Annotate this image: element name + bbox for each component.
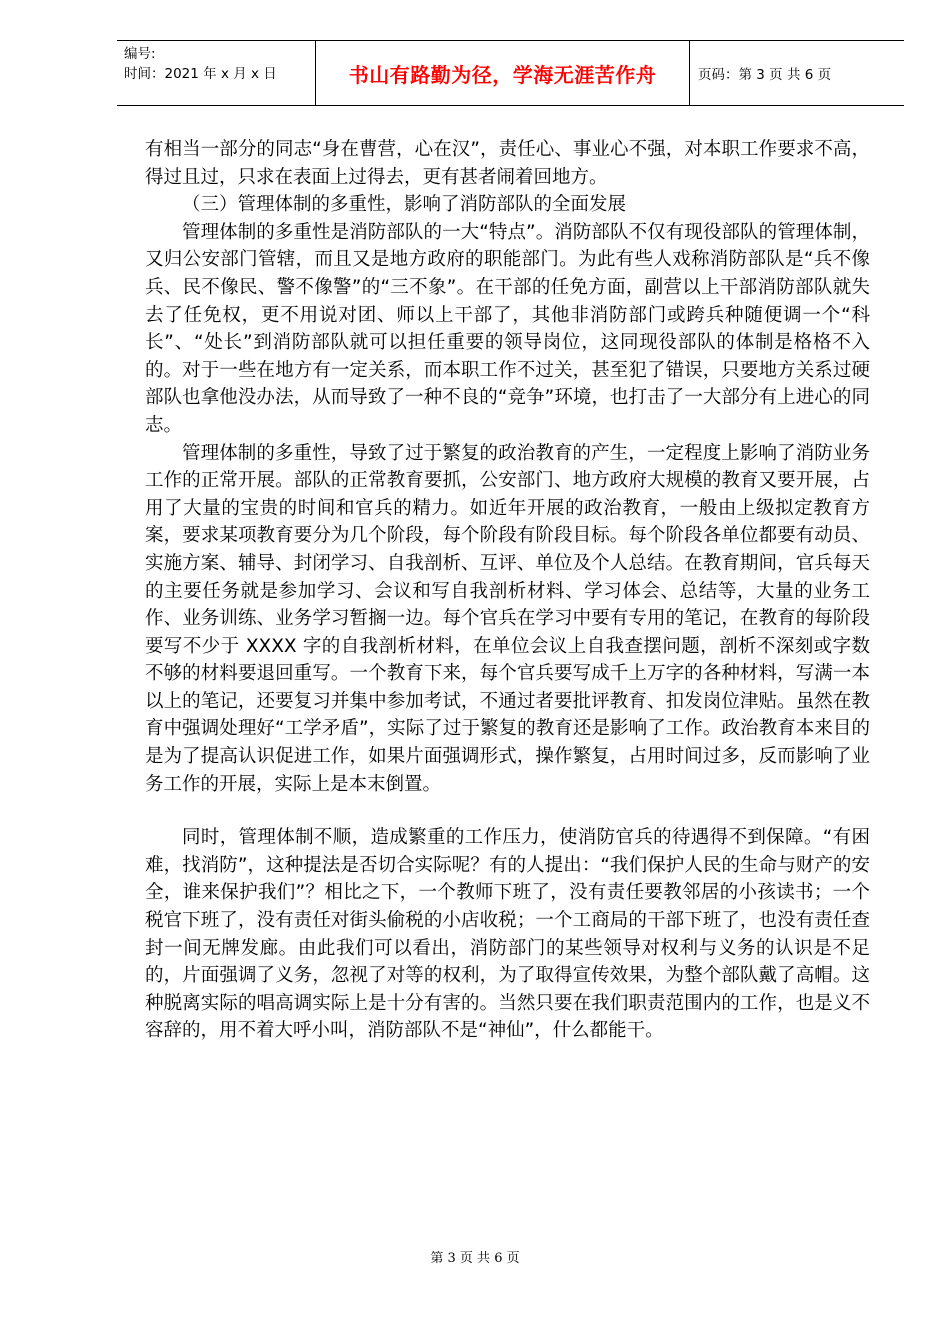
header-page-cell	[690, 41, 904, 105]
body-paragraph: 有相当一部分的同志“身在曹营，心在汉”，责任心、事业心不强，对本职工作要求不高，得过且过，只求在表面上过得去，更有甚者闹着回地方。	[145, 139, 870, 188]
header-meta	[117, 41, 316, 105]
header-page-info: 页码：第 3 页 共 6 页	[698, 67, 832, 83]
body-paragraph: 同时，管理体制不顺，造成繁重的工作压力，使消防官兵的待遇得不到保障。“有困难，找消防”，这种提法是否切合实际呢？有的人提出：“我们保护人民的生命与财产的安全，谁来保护我们”？相比之下，一个教师下班了，没有责任要教邻居的小孩读书；一个税官下班了，没有责任对街头偷税的小店收税；一个工商局的干部下班了，也没有责任查封一间无牌发廊。由此我们可以看出，消防部门的某些领导对权利与义务的认识是不足的，片面强调了义务，忽视了对等的权利，为了取得宣传效果，为整个部队戴了高帽。这种脱离实际的唱高调实际上是十分有害的。当然只要在我们职责范围内的工作，也是义不容辞的，用不着大呼小叫，消防部队不是“神仙”，什么都能干。	[145, 827, 870, 1042]
document-number-label: 编号:	[124, 46, 156, 62]
header-motto: 书山有路勤为径，学海无涯苦作舟	[348, 62, 657, 87]
body-paragraph: 管理体制的多重性是消防部队的一大“特点”。消防部队不仅有现役部队的管理体制，又归公安部门管辖，而且又是地方政府的职能部门。为此有些人戏称消防部队是“兵不像兵、民不像民、警不像警”的“三不象”。在干部的任免方面，副营以上干部消防部队就失去了任免权，更不用说对团、师以上干部了，其他非消防部门或跨兵种随便调一个“科长”、“处长”到消防部队就可以担任重要的领导岗位，这同现役部队的体制是格格不入的。对于一些在地方有一定关系，而本职工作不过关，甚至犯了错误，只要地方关系过硬部队也拿他没办法，从而导致了一种不良的“竞争”环境，也打击了一大部分有上进心的同志。	[145, 221, 870, 436]
footer-page-number: 第 3 页 共 6 页	[430, 1251, 520, 1266]
document-date: 时间：2021 年 x 月 x 日	[124, 66, 277, 82]
body-paragraph: 管理体制的多重性，导致了过于繁复的政治教育的产生，一定程度上影响了消防业务工作的正常开展。部队的正常教育要抓，公安部门、地方政府大规模的教育又要开展，占用了大量的宝贵的时间和官兵的精力。如近年开展的政治教育，一般由上级拟定教育方案，要求某项教育要分为几个阶段，每个阶段有阶段目标。每个阶段各单位都要有动员、实施方案、辅导、封闭学习、自我剖析、互评、单位及个人总结。在教育期间，官兵每天的主要任务就是参加学习、会议和写自我剖析材料、学习体会、总结等，大量的业务工作、业务训练、业务学习暂搁一边。每个官兵在学习中要有专用的笔记，在教育的每阶段要写不少于 XXXX 字的自我剖析材料，在单位会议上自我查摆问题，剖析不深刻或字数不够的材料要退回重写。一个教育下来，每个官兵要写成千上万字的各种材料，写满一本以上的笔记，还要复习并集中参加考试，不通过者要批评教育、扣发岗位津贴。虽然在教育中强调处理好“工学矛盾”，实际了过于繁复的教育还是影响了工作。政治教育本来目的是为了提高认识促进工作，如果片面强调形式，操作繁复，占用时间过多，反而影响了业务工作的开展，实际上是本末倒置。	[145, 442, 870, 795]
section-heading: （三）管理体制的多重性，影响了消防部队的全面发展	[182, 194, 627, 216]
header-motto-cell	[316, 41, 690, 105]
page-header	[117, 40, 904, 106]
page-footer	[0, 1247, 950, 1266]
document-body	[145, 136, 870, 1045]
